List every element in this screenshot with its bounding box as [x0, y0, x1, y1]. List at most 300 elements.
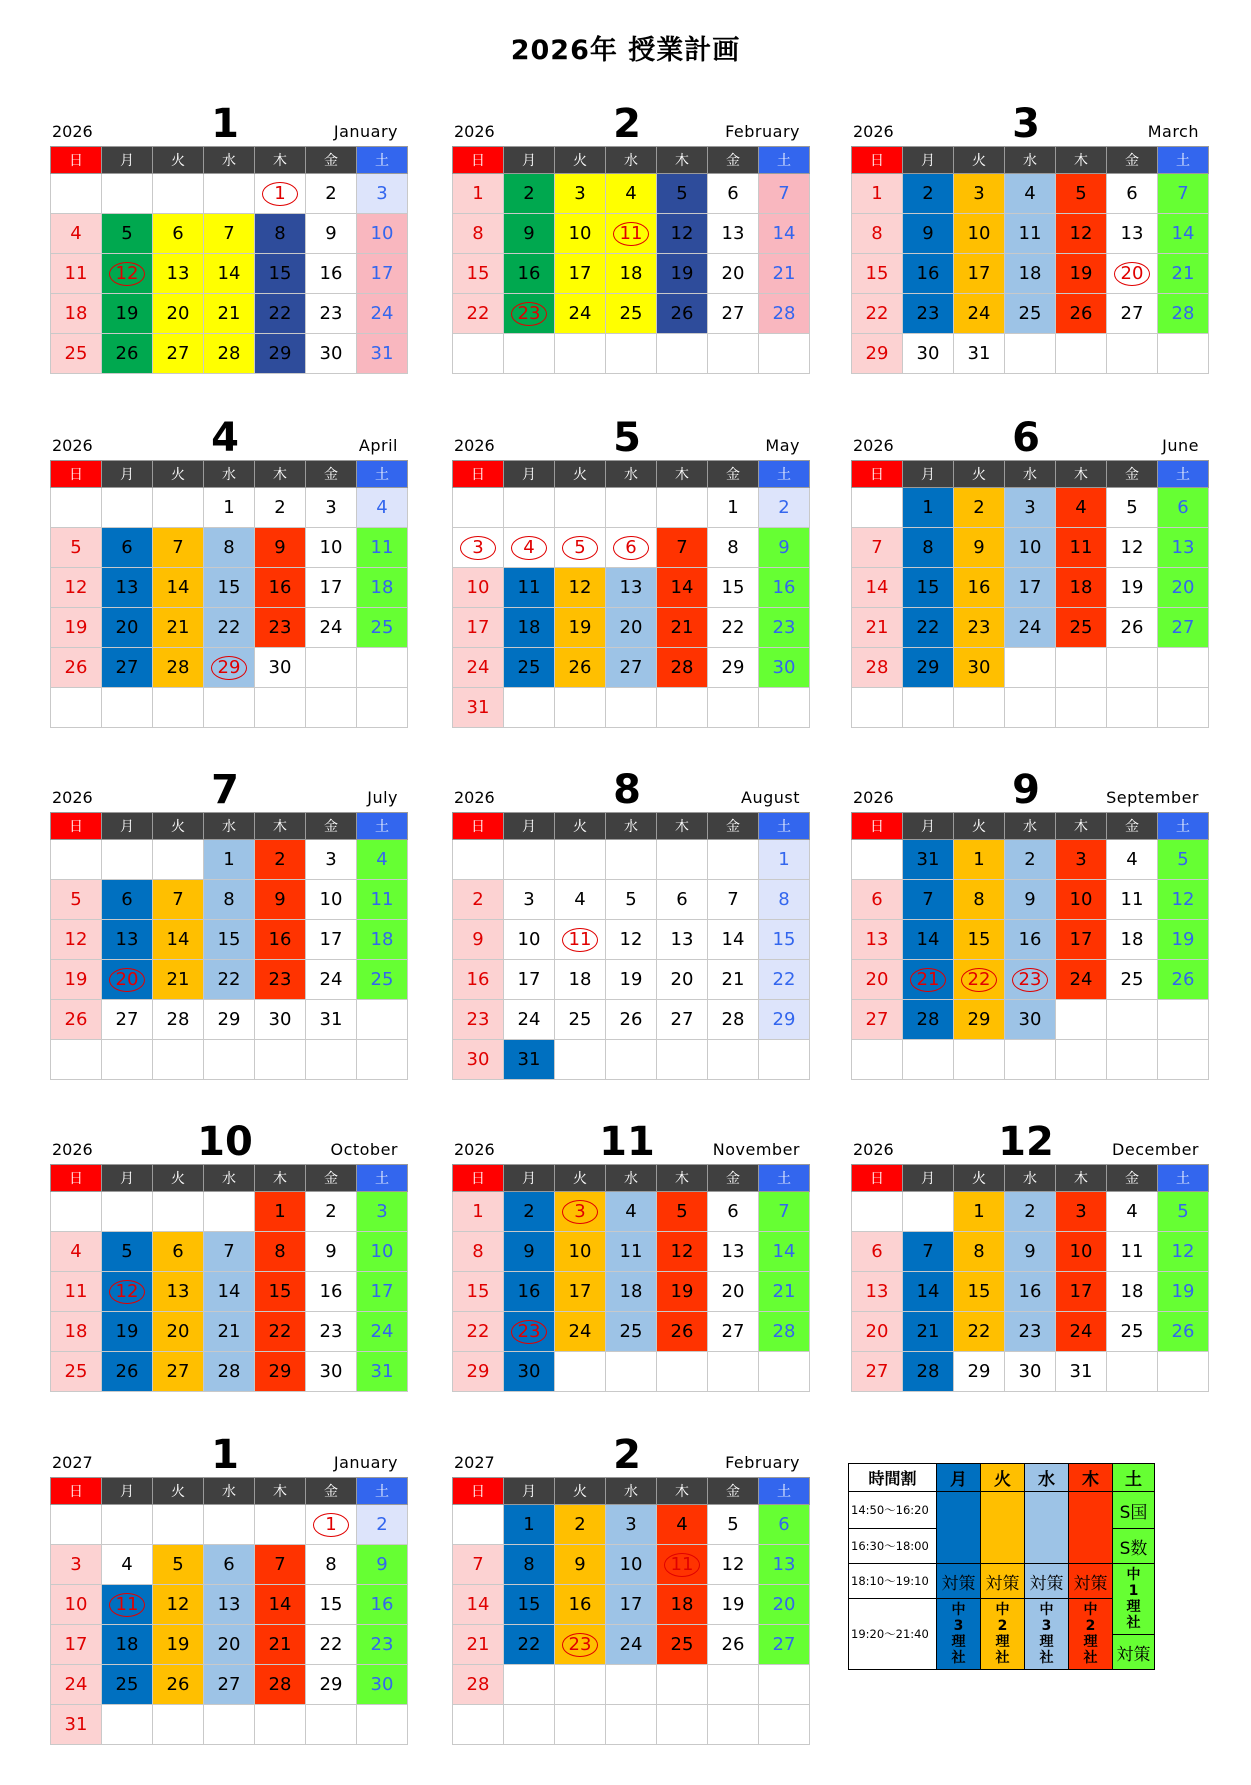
day-number: 11 [64, 1281, 88, 1302]
empty-cell [102, 688, 153, 728]
day-cell [1107, 1312, 1158, 1352]
day-number: 20 [865, 969, 889, 990]
day-number: 11 [1120, 889, 1144, 910]
weekday-label: 月 [102, 1165, 153, 1192]
day-number: 10 [967, 223, 991, 244]
empty-cell [153, 840, 204, 880]
day-cell [153, 568, 204, 608]
day-number: 20 [772, 1594, 796, 1615]
day-number: 16 [1018, 1281, 1042, 1302]
weekday-label: 木 [657, 1478, 708, 1505]
empty-cell [1005, 1040, 1056, 1080]
day-cell [903, 334, 954, 374]
day-number: 30 [772, 657, 796, 678]
timetable-tue-3: 対策 [981, 1564, 1025, 1599]
day-number: 14 [268, 1594, 292, 1615]
day-cell [903, 920, 954, 960]
week-row [51, 960, 408, 1000]
day-cell [255, 1585, 306, 1625]
day-number: 13 [670, 929, 694, 950]
empty-cell [51, 1040, 102, 1080]
calendar-grid [50, 812, 408, 1080]
empty-cell [1158, 334, 1209, 374]
day-cell [51, 920, 102, 960]
day-number: 10 [370, 223, 394, 244]
day-number: 26 [721, 1634, 745, 1655]
day-cell [51, 960, 102, 1000]
month-calendar [452, 1427, 802, 1745]
day-cell [1107, 608, 1158, 648]
week-row [51, 1505, 408, 1545]
week-row [852, 1232, 1209, 1272]
day-number: 4 [70, 1241, 82, 1262]
day-cell [453, 1352, 504, 1392]
day-cell [954, 334, 1005, 374]
timetable-sat-2: S数 [1113, 1529, 1155, 1564]
day-cell [204, 1625, 255, 1665]
day-cell [153, 254, 204, 294]
weekday-label: 土 [759, 1165, 810, 1192]
day-cell [657, 1505, 708, 1545]
day-cell [606, 1232, 657, 1272]
day-cell [657, 294, 708, 334]
day-cell [1005, 608, 1056, 648]
day-number: 16 [916, 263, 940, 284]
week-row [453, 1040, 810, 1080]
day-number: 12 [670, 1241, 694, 1262]
day-number: 25 [115, 1674, 139, 1695]
day-number: 30 [1018, 1361, 1042, 1382]
day-cell [1005, 880, 1056, 920]
day-cell [903, 608, 954, 648]
day-number: 8 [223, 537, 235, 558]
day-cell [504, 1192, 555, 1232]
timetable-mon-block [937, 1492, 981, 1564]
timetable-thu-4: 中2理社 [1069, 1599, 1113, 1670]
day-number: 16 [268, 929, 292, 950]
weekday-label: 水 [1005, 147, 1056, 174]
day-number: 28 [772, 1321, 796, 1342]
month-calendar [452, 1114, 802, 1392]
day-number: 20 [166, 303, 190, 324]
day-cell [51, 254, 102, 294]
day-cell [153, 294, 204, 334]
day-number: 17 [568, 1281, 592, 1302]
month-year: 2026 [454, 1140, 495, 1159]
empty-cell [1056, 334, 1107, 374]
month-calendar [452, 762, 802, 1080]
day-cell [852, 568, 903, 608]
month-number: 6 [1012, 415, 1040, 461]
day-number: 2 [973, 497, 985, 518]
day-cell [954, 960, 1005, 1000]
day-cell [357, 334, 408, 374]
day-number: 19 [1069, 263, 1093, 284]
day-number: 2 [274, 849, 286, 870]
day-number: 13 [1120, 223, 1144, 244]
day-cell [903, 528, 954, 568]
empty-cell [657, 334, 708, 374]
day-cell [102, 334, 153, 374]
empty-cell [102, 488, 153, 528]
day-cell [759, 840, 810, 880]
day-cell [255, 174, 306, 214]
day-number: 25 [1120, 969, 1144, 990]
week-row [453, 1665, 810, 1705]
day-number: 12 [1120, 537, 1144, 558]
day-cell [153, 1000, 204, 1040]
day-cell [51, 214, 102, 254]
day-cell [903, 880, 954, 920]
month-name: June [1162, 436, 1199, 455]
empty-cell [153, 1040, 204, 1080]
empty-cell [1107, 1040, 1158, 1080]
weekday-label: 金 [306, 1165, 357, 1192]
day-cell [1107, 840, 1158, 880]
month-header [851, 1114, 1201, 1164]
day-cell [1005, 1352, 1056, 1392]
day-number: 22 [466, 1321, 490, 1342]
week-row [453, 880, 810, 920]
month-header [50, 1427, 400, 1477]
day-number: 28 [217, 343, 241, 364]
day-number: 27 [166, 343, 190, 364]
month-header [452, 762, 802, 812]
empty-cell [453, 488, 504, 528]
day-number: 3 [1075, 849, 1087, 870]
day-cell [453, 174, 504, 214]
day-number: 7 [472, 1554, 484, 1575]
day-number: 26 [568, 657, 592, 678]
month-year: 2026 [853, 122, 894, 141]
weekday-label: 土 [1158, 1165, 1209, 1192]
empty-cell [759, 688, 810, 728]
day-number: 2 [778, 497, 790, 518]
day-cell [153, 608, 204, 648]
day-number: 25 [1069, 617, 1093, 638]
day-cell [357, 1272, 408, 1312]
week-row [453, 294, 810, 334]
day-cell [51, 1232, 102, 1272]
calendar-grid [452, 1477, 810, 1745]
day-number: 28 [916, 1361, 940, 1382]
week-row [453, 608, 810, 648]
day-number: 13 [166, 263, 190, 284]
day-cell [102, 1312, 153, 1352]
weekday-label: 日 [51, 147, 102, 174]
day-number: 21 [268, 1634, 292, 1655]
day-cell [504, 214, 555, 254]
day-cell [657, 568, 708, 608]
day-number: 3 [325, 849, 337, 870]
empty-cell [852, 688, 903, 728]
day-cell [255, 880, 306, 920]
month-name: September [1106, 788, 1199, 807]
day-number: 4 [676, 1514, 688, 1535]
day-cell [903, 1232, 954, 1272]
weekday-label: 火 [153, 813, 204, 840]
day-number: 30 [517, 1361, 541, 1382]
month-name: February [725, 1453, 800, 1472]
day-cell [1158, 960, 1209, 1000]
empty-cell [357, 648, 408, 688]
day-cell [102, 254, 153, 294]
day-cell [1158, 174, 1209, 214]
weekday-label: 金 [1107, 1165, 1158, 1192]
day-number: 8 [472, 1241, 484, 1262]
day-cell [153, 1625, 204, 1665]
day-cell [453, 294, 504, 334]
day-number: 22 [865, 303, 889, 324]
empty-cell [153, 1705, 204, 1745]
day-number: 10 [517, 929, 541, 950]
day-number: 30 [268, 657, 292, 678]
day-number: 21 [466, 1634, 490, 1655]
day-number: 12 [568, 577, 592, 598]
day-cell [255, 1665, 306, 1705]
day-cell [555, 294, 606, 334]
day-number: 5 [1075, 183, 1087, 204]
day-number: 13 [115, 577, 139, 598]
empty-cell [759, 334, 810, 374]
calendar-grid [851, 812, 1209, 1080]
day-cell [852, 608, 903, 648]
day-number: 20 [670, 969, 694, 990]
month-number: 8 [613, 767, 641, 813]
weekday-label: 日 [453, 813, 504, 840]
weekday-label: 土 [759, 813, 810, 840]
day-number: 8 [274, 1241, 286, 1262]
day-cell [1005, 1192, 1056, 1232]
day-number: 21 [217, 1321, 241, 1342]
day-number: 5 [1177, 849, 1189, 870]
day-number: 23 [319, 1321, 343, 1342]
day-cell [357, 1665, 408, 1705]
week-row [51, 1665, 408, 1705]
day-cell [153, 214, 204, 254]
day-cell [255, 254, 306, 294]
day-number: 2 [1024, 849, 1036, 870]
day-number: 8 [523, 1554, 535, 1575]
calendar-grid [50, 1477, 408, 1745]
day-cell [504, 920, 555, 960]
month-name: December [1112, 1140, 1199, 1159]
day-number: 15 [916, 577, 940, 598]
day-number: 14 [166, 577, 190, 598]
month-calendar [50, 762, 400, 1080]
day-cell [708, 1192, 759, 1232]
day-number: 26 [64, 1009, 88, 1030]
day-cell [306, 1585, 357, 1625]
week-row [852, 1272, 1209, 1312]
weekday-label: 土 [759, 1478, 810, 1505]
day-number: 24 [1069, 969, 1093, 990]
day-cell [657, 1545, 708, 1585]
week-row [51, 1272, 408, 1312]
weekday-label: 火 [555, 1478, 606, 1505]
empty-cell [102, 1040, 153, 1080]
empty-cell [1158, 1000, 1209, 1040]
day-number: 8 [922, 537, 934, 558]
day-cell [1005, 214, 1056, 254]
day-number: 18 [1018, 263, 1042, 284]
calendar-grid [452, 812, 810, 1080]
day-cell [153, 1232, 204, 1272]
day-cell [555, 608, 606, 648]
calendar-grid [452, 460, 810, 728]
day-number: 22 [721, 617, 745, 638]
day-number: 15 [772, 929, 796, 950]
day-number: 25 [64, 1361, 88, 1382]
day-number: 6 [172, 1241, 184, 1262]
weekday-label: 日 [852, 461, 903, 488]
timetable-thu-block [1069, 1492, 1113, 1564]
day-number: 24 [319, 617, 343, 638]
empty-cell [204, 688, 255, 728]
empty-cell [1005, 648, 1056, 688]
day-number: 21 [772, 1281, 796, 1302]
day-number: 14 [1171, 223, 1195, 244]
day-cell [204, 1665, 255, 1705]
day-cell [657, 1585, 708, 1625]
weekday-label: 水 [204, 1165, 255, 1192]
week-row [852, 840, 1209, 880]
weekday-label: 木 [657, 813, 708, 840]
weekday-label: 火 [153, 147, 204, 174]
day-cell [1158, 840, 1209, 880]
day-cell [1158, 214, 1209, 254]
day-number: 27 [217, 1674, 241, 1695]
day-cell [954, 608, 1005, 648]
day-cell [555, 880, 606, 920]
day-number: 25 [670, 1634, 694, 1655]
empty-cell [504, 840, 555, 880]
day-cell [102, 528, 153, 568]
weekday-label: 日 [453, 461, 504, 488]
day-cell [606, 920, 657, 960]
empty-cell [606, 688, 657, 728]
day-cell [1056, 1232, 1107, 1272]
day-number: 9 [325, 1241, 337, 1262]
day-cell [504, 1585, 555, 1625]
day-cell [504, 1625, 555, 1665]
day-cell [51, 528, 102, 568]
empty-cell [357, 1705, 408, 1745]
day-cell [606, 254, 657, 294]
weekday-label: 水 [204, 147, 255, 174]
day-cell [708, 254, 759, 294]
week-row [51, 920, 408, 960]
empty-cell [153, 488, 204, 528]
day-number: 16 [967, 577, 991, 598]
day-cell [657, 1625, 708, 1665]
day-cell [606, 648, 657, 688]
empty-cell [759, 1665, 810, 1705]
day-number: 27 [721, 1321, 745, 1342]
day-number: 19 [115, 1321, 139, 1342]
day-cell [102, 1585, 153, 1625]
day-number: 12 [670, 223, 694, 244]
day-cell [1107, 880, 1158, 920]
day-cell [357, 254, 408, 294]
day-number: 13 [115, 929, 139, 950]
day-number: 25 [619, 1321, 643, 1342]
day-number: 26 [115, 343, 139, 364]
timetable-slot-2: 16:30〜18:00 [849, 1529, 937, 1564]
day-number: 13 [721, 1241, 745, 1262]
day-number: 9 [1024, 889, 1036, 910]
month-calendar [452, 96, 802, 374]
week-row [453, 1232, 810, 1272]
day-cell [759, 528, 810, 568]
month-header [452, 1114, 802, 1164]
day-number: 30 [466, 1049, 490, 1070]
day-cell [51, 1545, 102, 1585]
week-row [453, 840, 810, 880]
day-number: 25 [370, 617, 394, 638]
month-name: May [765, 436, 800, 455]
day-number: 13 [619, 577, 643, 598]
day-number: 28 [217, 1361, 241, 1382]
day-cell [606, 174, 657, 214]
day-cell [555, 920, 606, 960]
day-number: 23 [1018, 1321, 1042, 1342]
empty-cell [555, 1705, 606, 1745]
day-cell [51, 648, 102, 688]
week-row [51, 214, 408, 254]
day-cell [852, 1232, 903, 1272]
week-row [453, 1705, 810, 1745]
week-row [852, 688, 1209, 728]
day-number: 23 [319, 303, 343, 324]
empty-cell [153, 1192, 204, 1232]
day-cell [759, 648, 810, 688]
day-number: 24 [1069, 1321, 1093, 1342]
day-cell [606, 294, 657, 334]
month-number: 9 [1012, 767, 1040, 813]
weekday-label: 火 [555, 1165, 606, 1192]
day-number: 5 [676, 183, 688, 204]
day-number: 15 [967, 1281, 991, 1302]
empty-cell [708, 688, 759, 728]
day-number: 8 [871, 223, 883, 244]
day-number: 23 [1018, 969, 1042, 990]
day-number: 28 [670, 657, 694, 678]
day-cell [708, 568, 759, 608]
day-number: 5 [1177, 1201, 1189, 1222]
day-cell [708, 1625, 759, 1665]
empty-cell [306, 648, 357, 688]
day-cell [504, 254, 555, 294]
empty-cell [759, 1352, 810, 1392]
day-number: 30 [1018, 1009, 1042, 1030]
day-number: 17 [466, 617, 490, 638]
day-cell [1005, 528, 1056, 568]
day-number: 4 [376, 849, 388, 870]
day-number: 15 [967, 929, 991, 950]
week-row [852, 528, 1209, 568]
week-row [51, 1040, 408, 1080]
month-calendar [851, 96, 1201, 374]
day-number: 1 [973, 849, 985, 870]
week-row [852, 174, 1209, 214]
month-calendar [851, 762, 1201, 1080]
day-number: 15 [466, 263, 490, 284]
day-cell [1056, 1312, 1107, 1352]
weekday-label: 水 [606, 1165, 657, 1192]
day-number: 29 [268, 343, 292, 364]
empty-cell [504, 1705, 555, 1745]
